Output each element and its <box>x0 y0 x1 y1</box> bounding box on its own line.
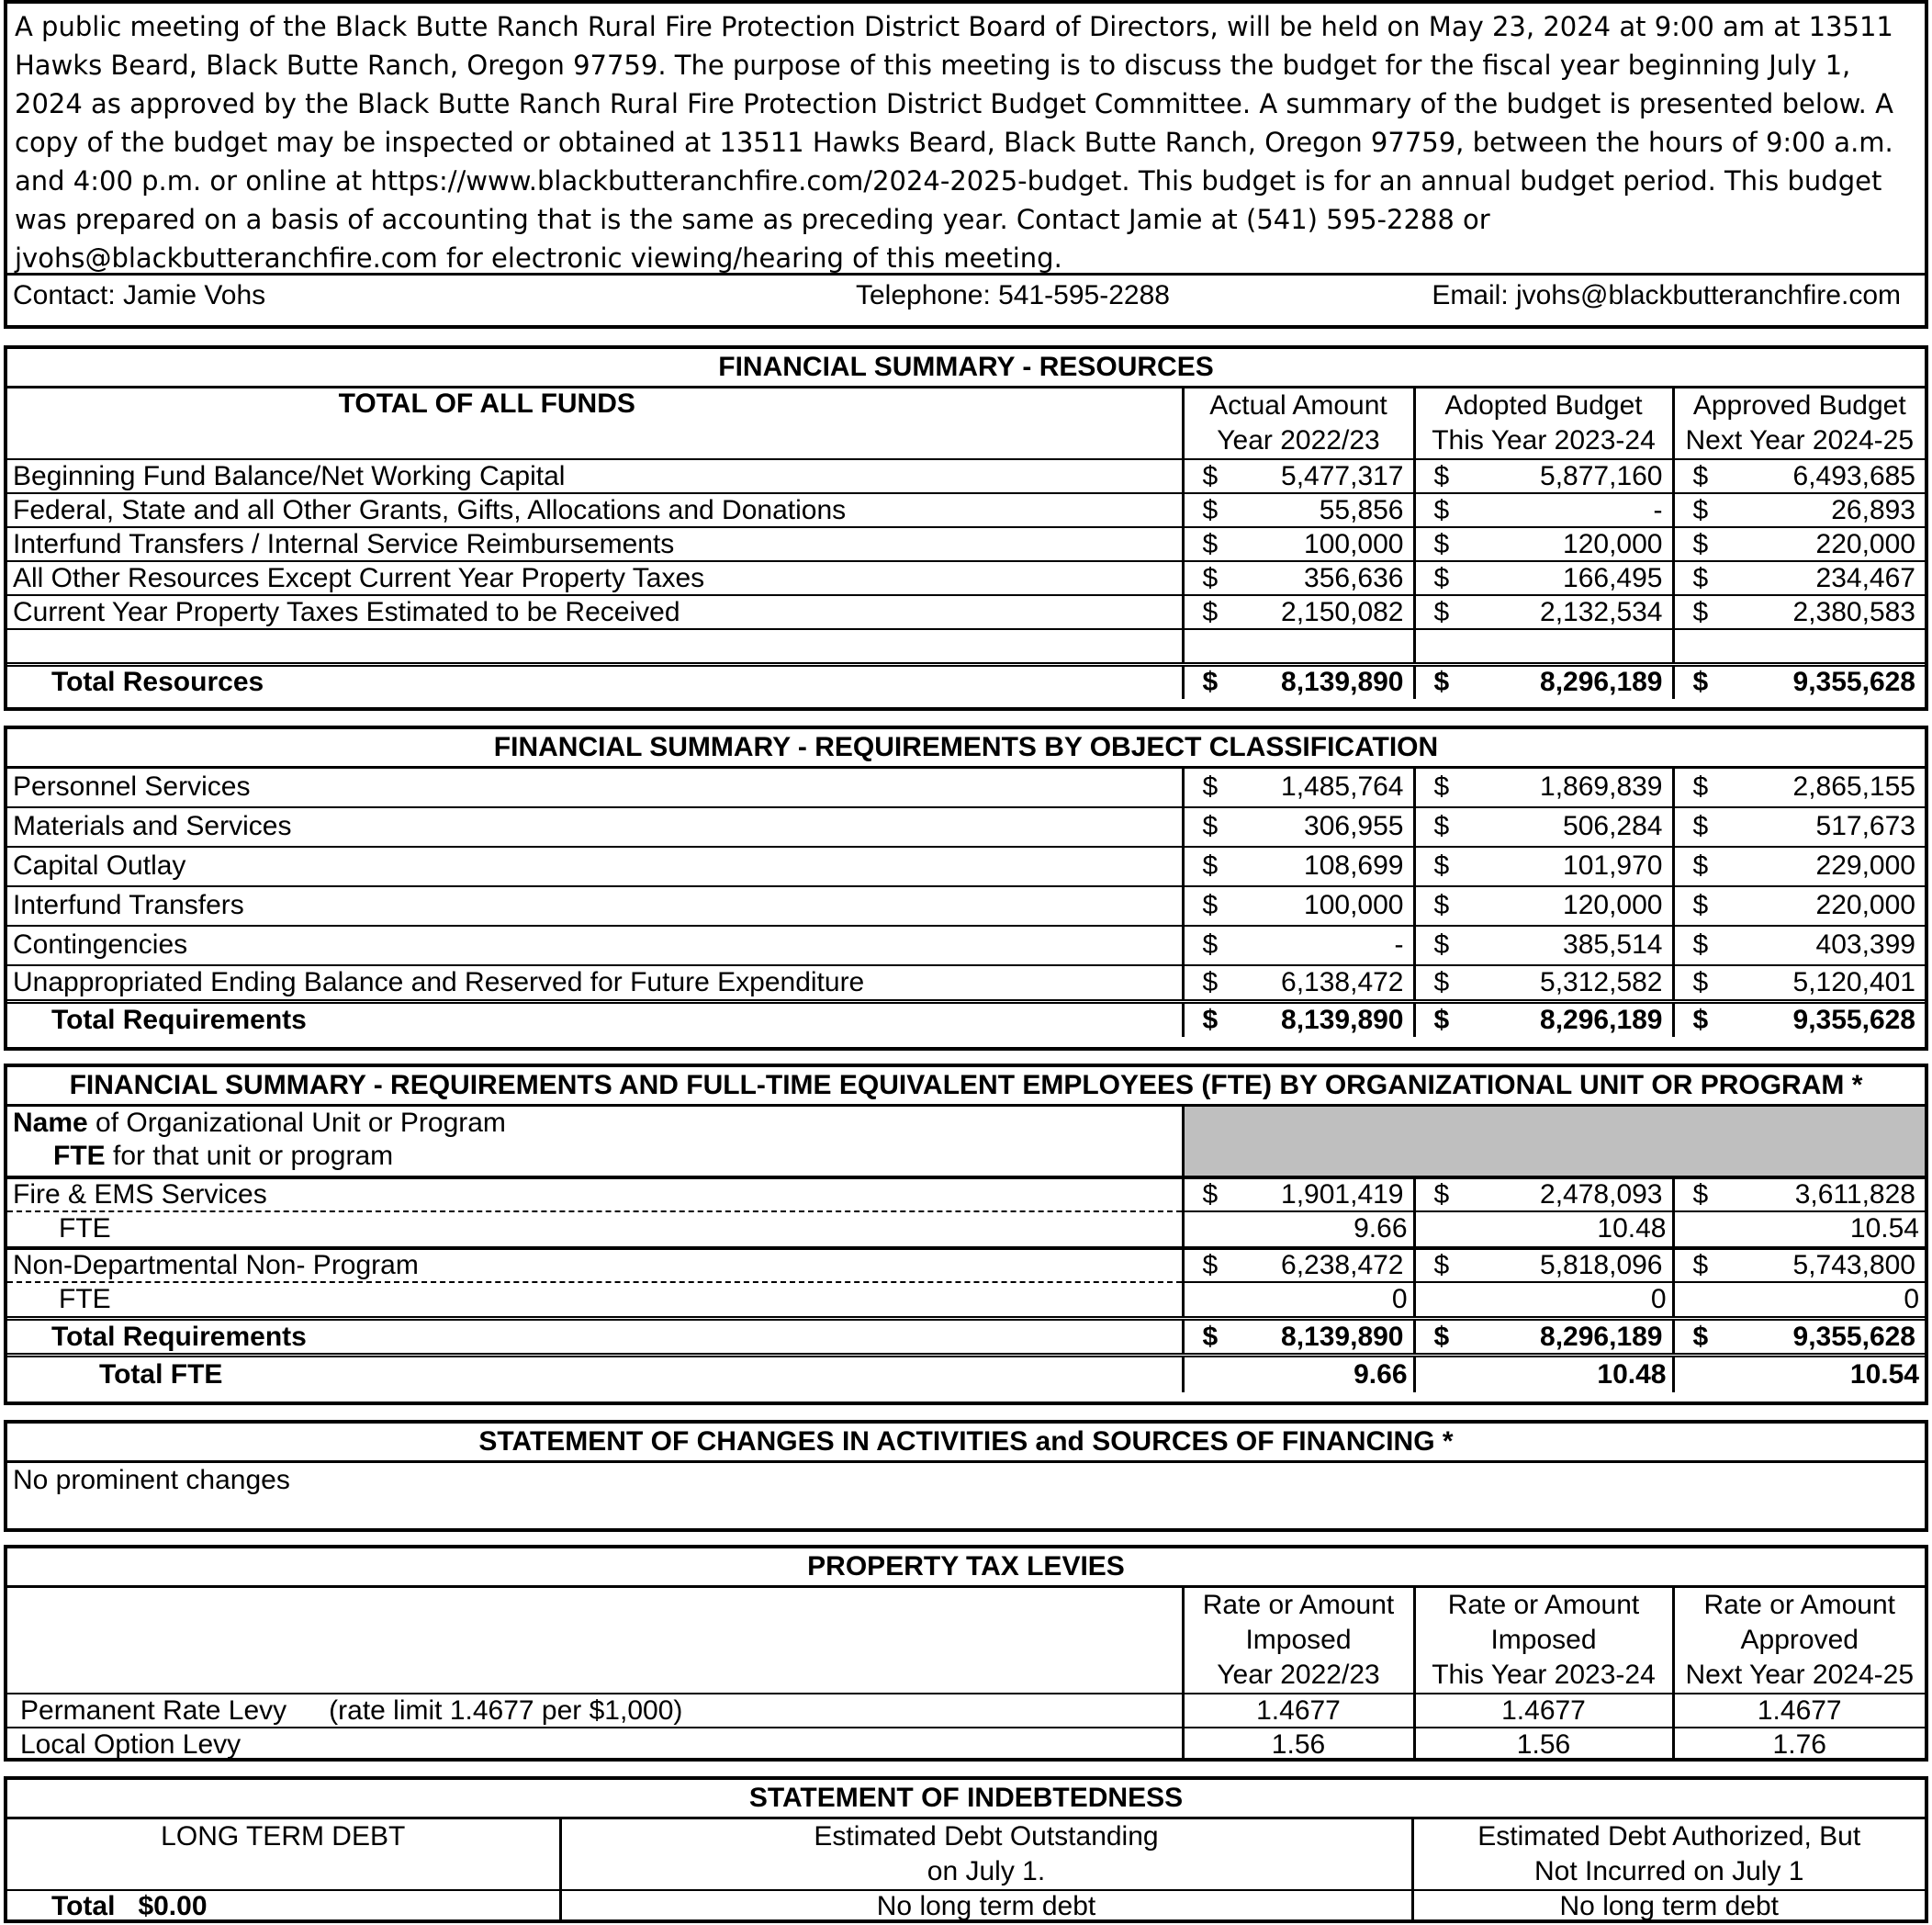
resources-table <box>7 349 1925 699</box>
fte-value: 0 <box>1183 1282 1414 1319</box>
debt-total: Total $0.00 <box>7 1890 560 1922</box>
total-label: Total Requirements <box>7 1002 1183 1037</box>
levies-col-header-2: Rate or Amount Approved Next Year 2024-25 <box>1685 1590 1915 1690</box>
cell-value: 166,495 <box>1563 562 1663 593</box>
levies-col-header-0: Rate or Amount Imposed Year 2022/23 <box>1183 1587 1414 1694</box>
total-requirements-row: Total Requirements $ 8,139,890 $ 8,296,189 $ 9,355,628 <box>7 1319 1925 1356</box>
cell-value: 5,120,401 <box>1792 966 1915 997</box>
debt-outstanding-header: Estimated Debt Outstanding on July 1. <box>560 1818 1412 1891</box>
total-fte-value: 10.48 <box>1414 1356 1673 1392</box>
fte-value: 0 <box>1673 1282 1925 1319</box>
row-label: Current Year Property Taxes Estimated to be Received <box>7 595 1183 629</box>
contact-telephone: Telephone: 541-595-2288 <box>856 280 1170 310</box>
levy-value: 1.56 <box>1414 1728 1673 1762</box>
cell-value: 100,000 <box>1304 890 1404 920</box>
currency-sign: $ <box>1202 460 1219 491</box>
fte-header: Name of Organizational Unit or Program FTE for that unit or program <box>7 1106 1183 1177</box>
cell-value: 55,856 <box>1319 494 1404 525</box>
fte-label: FTE <box>7 1282 1183 1319</box>
unit-label: Non-Departmental Non- Program <box>7 1248 1183 1282</box>
table-row: Capital Outlay $ 108,699 $ 101,970 $ 229,000 <box>7 847 1925 886</box>
changes-title: STATEMENT OF CHANGES IN ACTIVITIES and SOURCES OF FINANCING * <box>7 1424 1925 1462</box>
row-label: Federal, State and all Other Grants, Gifts, Allocations and Donations <box>7 493 1183 527</box>
total-fte-value: 9.66 <box>1183 1356 1414 1392</box>
cell-value: 2,865,155 <box>1792 771 1915 803</box>
requirements-title: FINANCIAL SUMMARY - REQUIREMENTS BY OBJECT CLASSIFICATION <box>7 729 1925 768</box>
cell-value: 234,467 <box>1815 562 1915 593</box>
total-resources-row: Total Resources $ 8,139,890 $ 8,296,189 $ 9,355,628 <box>7 664 1925 699</box>
cell-value: 2,132,534 <box>1540 596 1663 627</box>
cell-value: 517,673 <box>1815 811 1915 841</box>
cell-value: 506,284 <box>1563 811 1663 841</box>
changes-table <box>7 1424 1925 1528</box>
resources-section <box>4 345 1928 711</box>
cell-value: 108,699 <box>1304 850 1404 881</box>
cell-value: 356,636 <box>1304 562 1404 593</box>
cell-value: 101,970 <box>1563 850 1663 881</box>
levies-section <box>4 1545 1928 1762</box>
resources-title: FINANCIAL SUMMARY - RESOURCES <box>7 349 1925 388</box>
resources-col-header-2: Approved Budget Next Year 2024-25 <box>1685 390 1915 456</box>
total-value: 9,355,628 <box>1792 1321 1915 1352</box>
table-row: Unappropriated Ending Balance and Reserved for Future Expenditure $ 6,138,472 $ 5,312,582 $ 5,120,401 <box>7 965 1925 1002</box>
total-value: 8,296,189 <box>1540 1004 1663 1035</box>
levy-value: 1.56 <box>1183 1728 1414 1762</box>
table-row <box>7 1282 1925 1319</box>
total-value: 8,139,890 <box>1281 667 1404 698</box>
total-value: 9,355,628 <box>1792 667 1915 698</box>
cell-value: 5,477,317 <box>1281 460 1404 491</box>
meeting-notice-box <box>4 0 1928 329</box>
cell-value: 26,893 <box>1831 494 1915 525</box>
table-row: Beginning Fund Balance/Net Working Capital $ 5,477,317 $ 5,877,160 $ 6,493,685 <box>7 459 1925 493</box>
total-value: 8,296,189 <box>1540 1321 1663 1352</box>
levy-value: 1.4677 <box>1673 1694 1925 1728</box>
cell-value: 6,493,685 <box>1792 460 1915 491</box>
total-value: 8,139,890 <box>1281 1004 1404 1035</box>
row-label: Interfund Transfers <box>7 886 1183 926</box>
cell-value: 6,138,472 <box>1281 966 1404 997</box>
unit-label: Fire & EMS Services <box>7 1177 1183 1211</box>
table-row: Personnel Services $ 1,485,764 $ 1,869,839 $ 2,865,155 <box>7 768 1925 807</box>
indebtedness-table <box>7 1780 1925 1922</box>
cell-value: 120,000 <box>1563 528 1663 559</box>
row-label: Interfund Transfers / Internal Service Reimbursements <box>7 527 1183 561</box>
table-row <box>7 1694 1925 1728</box>
cell-value: 1,901,419 <box>1281 1178 1404 1210</box>
levies-col-header-1: Rate or Amount Imposed This Year 2023-24 <box>1414 1587 1673 1694</box>
cell-value: 2,150,082 <box>1281 596 1404 627</box>
table-row <box>7 1728 1925 1762</box>
row-label: Personnel Services <box>7 768 1183 807</box>
cell-value: 220,000 <box>1815 528 1915 559</box>
resources-label-header: TOTAL OF ALL FUNDS <box>7 388 1183 460</box>
cell-value: 306,955 <box>1304 811 1404 841</box>
cell-value: 6,238,472 <box>1281 1249 1404 1280</box>
row-label: Unappropriated Ending Balance and Reserved for Future Expenditure <box>7 965 1183 1002</box>
meeting-notice-text: A public meeting of the Black Butte Ranch Rural Fire Protection District Board of Directors, will be held on May 23, 2024 at 9:00 am at 13511 Hawks Beard, Black Butte Ranch, Oregon 97759. The purpose of this meeting is to discuss the budget for the fiscal year beginning July 1, 2024 as approved by the Black Butte Ranch Rural Fire Protection District Budget Committee. A summary of the budget is presented below. A copy of the budget may be inspected or obtained at 13511 Hawks Beard, Black Butte Ranch, Oregon 97759, between the hours of 9:00 a.m. and 4:00 p.m. or online at https://www.blackbutteranchfire.com/2024-2025-budget. This budget is for an annual budget period. This budget was prepared on a basis of accounting that is the same as preceding year. Contact Jamie at (541) 595-2288 or jvohs@blackbutteranchfire.com for electronic viewing/hearing of this meeting. <box>7 4 1925 276</box>
total-label: Total Resources <box>7 664 1183 699</box>
debt-authorized-header: Estimated Debt Authorized, But Not Incurred on July 1 <box>1477 1821 1861 1886</box>
cell-value: 1,485,764 <box>1281 771 1404 803</box>
resources-col-header-0: Actual Amount Year 2022/23 <box>1183 388 1414 460</box>
levies-title: PROPERTY TAX LEVIES <box>7 1548 1925 1587</box>
table-row: All Other Resources Except Current Year Property Taxes $ 356,636 $ 166,495 $ 234,467 <box>7 561 1925 595</box>
table-row: Fire & EMS Services $ 1,901,419 $ 2,478,093 $ 3,611,828 <box>7 1177 1925 1211</box>
levy-note: (rate limit 1.4677 per $1,000) <box>329 1694 683 1726</box>
blank-row <box>7 629 1925 664</box>
fte-section <box>4 1064 1928 1405</box>
row-label: Materials and Services <box>7 807 1183 847</box>
long-term-debt-header: LONG TERM DEBT <box>7 1818 560 1891</box>
total-label: Total Requirements <box>7 1319 1183 1356</box>
resources-col-header-1: Adopted Budget This Year 2023-24 <box>1414 388 1673 460</box>
row-label: Capital Outlay <box>7 847 1183 886</box>
cell-value: 5,312,582 <box>1540 966 1663 997</box>
table-row: Non-Departmental Non- Program $ 6,238,472 $ 5,818,096 $ 5,743,800 <box>7 1248 1925 1282</box>
total-fte-value: 10.54 <box>1673 1356 1925 1392</box>
cell-value: 120,000 <box>1563 890 1663 920</box>
table-row: Interfund Transfers $ 100,000 $ 120,000 $ 220,000 <box>7 886 1925 926</box>
fte-value: 10.54 <box>1673 1211 1925 1248</box>
cell-value: 2,478,093 <box>1540 1178 1663 1210</box>
total-value: 8,139,890 <box>1281 1321 1404 1352</box>
row-label: Contingencies <box>7 926 1183 965</box>
fte-value: 10.48 <box>1414 1211 1673 1248</box>
levies-table <box>7 1548 1925 1762</box>
grey-header-fill <box>1183 1106 1925 1177</box>
table-row: Federal, State and all Other Grants, Gifts, Allocations and Donations $ 55,856 $ - $ 26,893 <box>7 493 1925 527</box>
cell-value: 229,000 <box>1815 850 1915 881</box>
cell-value: - <box>1394 929 1404 960</box>
row-label: Beginning Fund Balance/Net Working Capital <box>7 459 1183 493</box>
total-fte-row <box>7 1356 1925 1392</box>
levy-label: Local Option Levy <box>7 1728 1183 1762</box>
table-row: Contingencies $ - $ 385,514 $ 403,399 <box>7 926 1925 965</box>
total-value: 8,296,189 <box>1540 667 1663 698</box>
contact-name: Contact: Jamie Vohs <box>13 280 266 310</box>
fte-value: 0 <box>1414 1282 1673 1319</box>
debt-authorized-value: No long term debt <box>1412 1890 1925 1922</box>
cell-value: 385,514 <box>1563 929 1663 960</box>
cell-value: 403,399 <box>1815 929 1915 960</box>
changes-text: No prominent changes <box>13 1465 290 1495</box>
cell-value: 5,877,160 <box>1540 460 1663 491</box>
levy-label: Permanent Rate Levy <box>20 1694 287 1726</box>
requirements-table <box>7 729 1925 1037</box>
table-row <box>7 1890 1925 1922</box>
indebtedness-title: STATEMENT OF INDEBTEDNESS <box>7 1780 1925 1818</box>
table-row: Interfund Transfers / Internal Service Reimbursements $ 100,000 $ 120,000 $ 220,000 <box>7 527 1925 561</box>
indebtedness-section <box>4 1776 1928 1923</box>
levy-value: 1.4677 <box>1183 1694 1414 1728</box>
total-requirements-row: Total Requirements $ 8,139,890 $ 8,296,189 $ 9,355,628 <box>7 1002 1925 1037</box>
row-label: All Other Resources Except Current Year Property Taxes <box>7 561 1183 595</box>
cell-value: 1,869,839 <box>1540 771 1663 803</box>
table-row <box>7 1211 1925 1248</box>
cell-value: - <box>1653 494 1663 525</box>
debt-outstanding-value: No long term debt <box>560 1890 1412 1922</box>
table-row: Materials and Services $ 306,955 $ 506,284 $ 517,673 <box>7 807 1925 847</box>
cell-value: 3,611,828 <box>1794 1178 1915 1210</box>
cell-value: 5,818,096 <box>1540 1249 1663 1280</box>
levy-value: 1.76 <box>1673 1728 1925 1762</box>
contact-email: Email: jvohs@blackbutteranchfire.com <box>1432 280 1901 310</box>
table-row: Current Year Property Taxes Estimated to be Received $ 2,150,082 $ 2,132,534 $ 2,380,583 <box>7 595 1925 629</box>
fte-label: FTE <box>7 1211 1183 1248</box>
fte-table <box>7 1067 1925 1392</box>
total-value: 9,355,628 <box>1792 1004 1915 1035</box>
total-label: Total FTE <box>7 1356 1183 1392</box>
levy-value: 1.4677 <box>1414 1694 1673 1728</box>
cell-value: 5,743,800 <box>1792 1249 1915 1280</box>
contact-table <box>7 276 1925 316</box>
requirements-section <box>4 726 1928 1051</box>
fte-value: 9.66 <box>1183 1211 1414 1248</box>
cell-value: 100,000 <box>1304 528 1404 559</box>
cell-value: 2,380,583 <box>1792 596 1915 627</box>
fte-title: FINANCIAL SUMMARY - REQUIREMENTS AND FULL-TIME EQUIVALENT EMPLOYEES (FTE) BY ORGANIZATIONAL UNIT OR PROGRAM * <box>7 1067 1925 1106</box>
cell-value: 220,000 <box>1815 890 1915 920</box>
changes-section <box>4 1420 1928 1532</box>
